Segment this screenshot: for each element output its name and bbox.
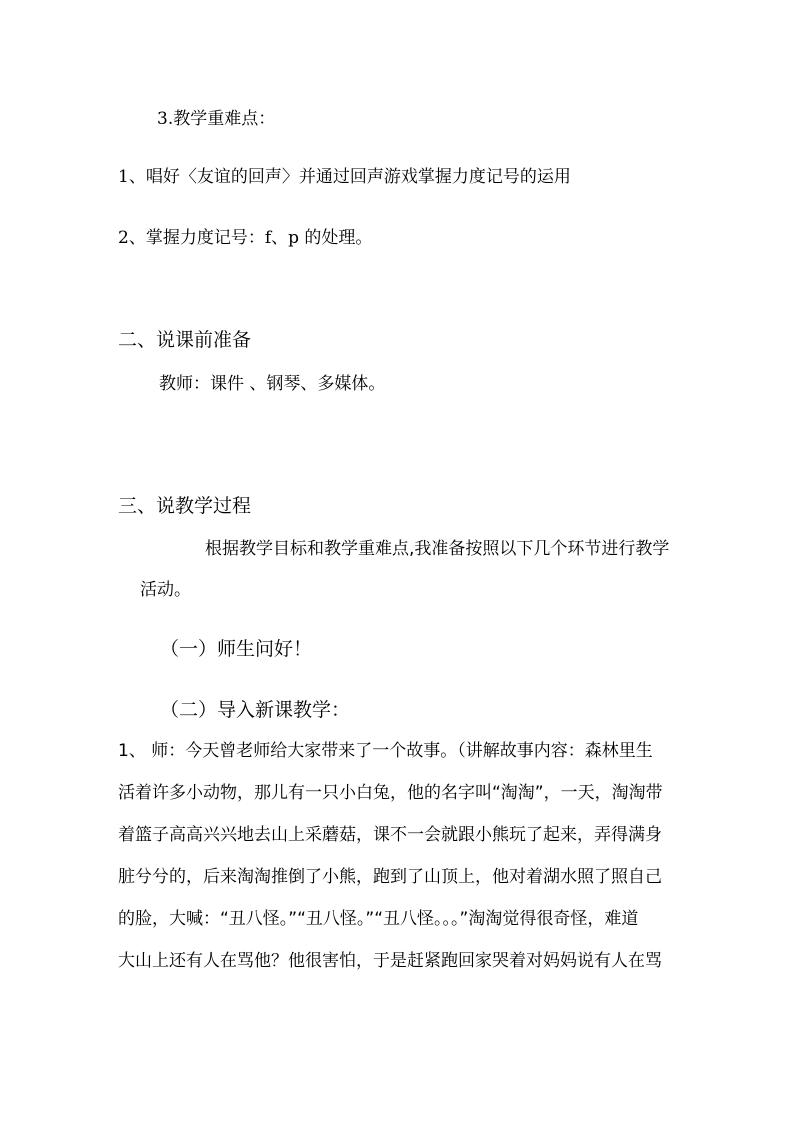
story-line-2: 活着许多小动物，那儿有一只小白兔，他的名字叫“淘淘”，一天，淘淘带 bbox=[118, 783, 663, 803]
section-3-intro-line-1: 根据教学目标和教学重难点,我准备按照以下几个环节进行教学 bbox=[205, 539, 670, 559]
section-3-intro-line-2: 活动。 bbox=[140, 580, 191, 600]
story-line-3: 着篮子高高兴兴地去山上采蘑菇，课不一会就跟小熊玩了起来，弄得满身 bbox=[118, 825, 662, 845]
section-3-heading: 三、说教学过程 bbox=[118, 495, 252, 517]
key-point-item-1: 1、唱好〈友谊的回声〉并通过回声游戏掌握力度记号的运用 bbox=[118, 167, 571, 187]
step-1-greeting: （一）师生问好！ bbox=[160, 638, 313, 660]
story-line-4: 脏兮兮的，后来淘淘推倒了小熊，跑到了山顶上，他对着湖水照了照自己 bbox=[118, 867, 662, 887]
key-point-item-2: 2、掌握力度记号：f、p 的处理。 bbox=[118, 228, 373, 248]
story-line-6: 大山上还有人在骂他？他很害怕，于是赶紧跑回家哭着对妈妈说有人在骂 bbox=[118, 951, 662, 971]
section-2-content: 教师：课件 、钢琴、多媒体。 bbox=[159, 374, 386, 394]
section-2-heading: 二、说课前准备 bbox=[118, 329, 252, 351]
step-2-introduction: （二）导入新课教学： bbox=[160, 699, 351, 721]
story-line-1: 1、 师：今天曾老师给大家带来了一个故事。（讲解故事内容：森林里生 bbox=[118, 741, 653, 761]
key-points-title: 3.教学重难点： bbox=[157, 109, 276, 129]
story-line-5: 的脸，大喊：“丑八怪。”“丑八怪。”“丑八怪。。。”淘淘觉得很奇怪，难道 bbox=[118, 909, 639, 929]
